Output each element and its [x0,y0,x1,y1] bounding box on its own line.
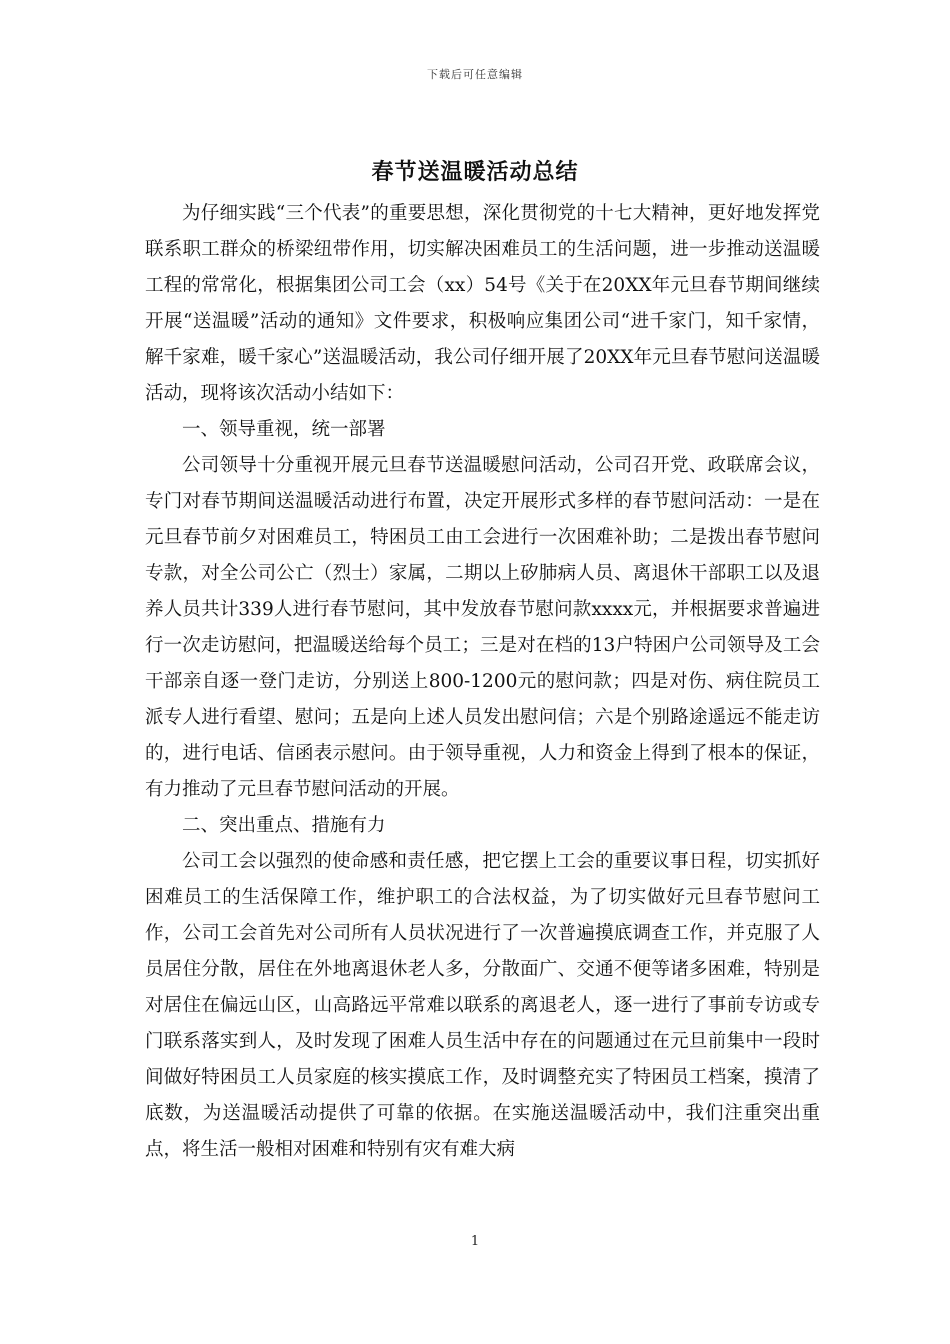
intro-paragraph: 为仔细实践“三个代表”的重要思想，深化贯彻党的十七大精神，更好地发挥党联系职工群众的桥梁纽带作用，切实解决困难员工的生活问题，进一步推动送温暖工程的常常化，根据集团公司工会（xx）54号《关于在20XX年元旦春节期间继续开展“送温暖”活动的通知》文件要求，积极响应集团公司“进千家门，知千家情，解千家难，暖千家心”送温暖活动，我公司仔细开展了20XX年元旦春节慰问送温暖活动，现将该次活动小结如下： [145,203,820,404]
section-1-paragraph: 公司领导十分重视开展元旦春节送温暖慰问活动，公司召开党、政联席会议，专门对春节期间送温暖活动进行布置，决定开展形式多样的春节慰问活动：一是在元旦春节前夕对困难员工，特困员工由工会进行一次困难补助；二是拨出春节慰问专款，对全公司公亡（烈士）家属，二期以上矽肺病人员、离退休干部职工以及退养人员共计339人进行春节慰问，其中发放春节慰问款xxxx元，并根据要求普遍进行一次走访慰问，把温暖送给每个员工；三是对在档的13户特困户公司领导及工会干部亲自逐一登门走访，分别送上800-1200元的慰问款；四是对伤、病住院员工派专人进行看望、慰问；五是向上述人员发出慰问信；六是个别路途遥远不能走访的，进行电话、信函表示慰问。由于领导重视，人力和资金上得到了根本的保证，有力推动了元旦春节慰问活动的开展。 [145,455,820,800]
page-number: 1 [470,1234,480,1249]
section-heading-2: 二、突出重点、措施有力 [182,815,386,836]
document-title: 春节送温暖活动总结 [371,159,579,185]
section-2-paragraph: 公司工会以强烈的使命感和责任感，把它摆上工会的重要议事日程，切实抓好困难员工的生活保障工作，维护职工的合法权益，为了切实做好元旦春节慰问工作，公司工会首先对公司所有人员状况进行了一次普遍摸底调查工作，并克服了人员居住分散，居住在外地离退休老人多，分散面广、交通不便等诸多困难，特别是对居住在偏远山区，山高路远平常难以联系的离退老人，逐一进行了事前专访或专门联系落实到人，及时发现了困难人员生活中存在的问题通过在元旦前集中一段时间做好特困员工人员家庭的核实摸底工作，及时调整充实了特困员工档案，摸清了底数，为送温暖活动提供了可靠的依据。在实施送温暖活动中，我们注重突出重点，将生活一般相对困难和特别有灾有难大病 [145,851,820,1160]
header-note: 下载后可任意编辑 [427,68,523,81]
section-heading-1: 一、领导重视，统一部署 [182,419,386,440]
document-body [145,196,820,1168]
